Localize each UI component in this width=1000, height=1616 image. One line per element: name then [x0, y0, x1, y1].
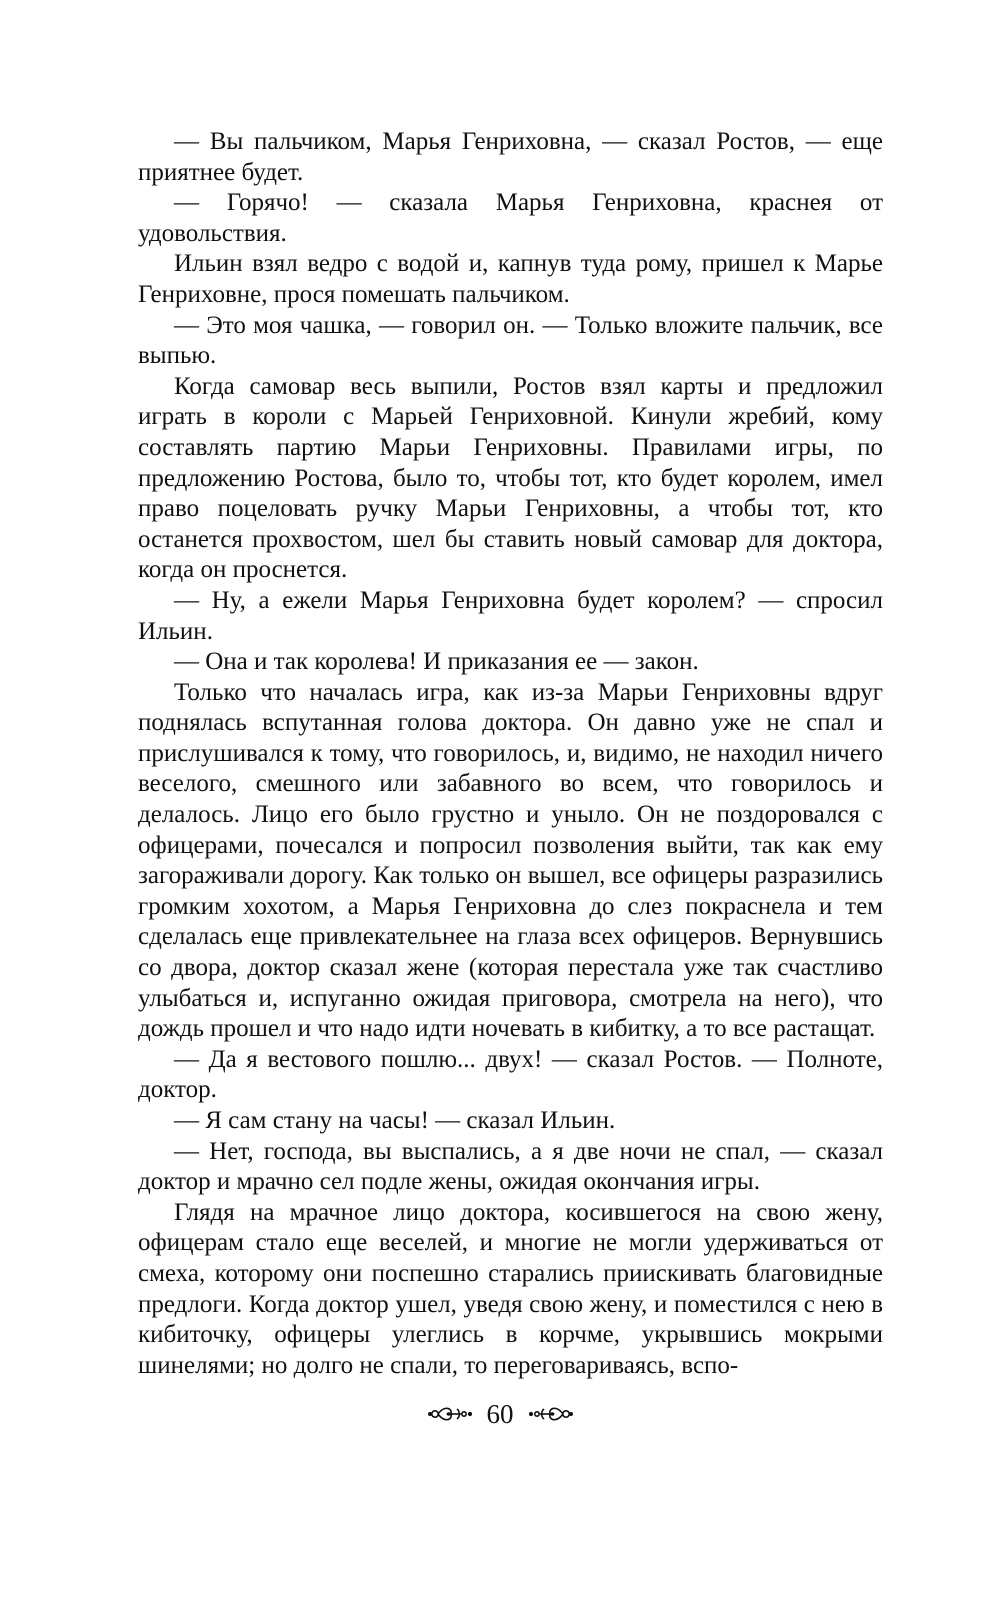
paragraph: — Горячо! — сказала Марья Генриховна, краснея от удовольствия.	[138, 189, 883, 247]
page-footer-folio	[0, 1392, 1000, 1436]
paragraph: — Я сам стану на часы! — сказал Ильин.	[174, 1107, 616, 1134]
paragraph: Только что началась игра, как из-за Марьи Генриховны вдруг поднялась вспутанная голова доктора. Он давно уже не спал и прислушивался к тому, что говорилось, и, видимо, не находил ничего веселого, смешного или забавного во всем, что говорилось и делалось. Лицо его было грустно и уныло. Он не поздоровался с офицерами, почесался и попросил позволения выйти, так как ему загораживали дорогу. Как только он вышел, все офицеры разразились громким хохотом, а Марья Генриховна до слез покраснела и тем сделалась еще привлекательнее на глаза всех офицеров. Вернувшись со двора, доктор сказал жене (которая перестала уже так счастливо улыбаться и, испуганно ожидая приговора, смотрела на него), что дождь прошел и что надо идти ночевать в кибитку, а то все растащат.	[138, 678, 883, 1043]
paragraph: — Вы пальчиком, Марья Генриховна, — сказал Ростов, — еще приятнее будет.	[138, 128, 883, 186]
paragraph: — Ну, а ежели Марья Генриховна будет королем? — спросил Ильин.	[138, 586, 883, 645]
paragraph: — Нет, господа, вы выспались, а я две ночи не спал, — сказал доктор и мрачно сел подле жены, ожидая окончания игры.	[138, 1137, 883, 1196]
paragraph: Когда самовар весь выпили, Ростов взял карты и предложил играть в короли с Марьей Генриховной. Кинули жребий, кому составлять партию Марьи Генриховны. Правилами игры, по предложению Ростова, было то, чтобы тот, кто будет королем, имел право поцеловать ручку Марьи Генриховны, а чтобы тот, кто останется прохвостом, шел бы ставить новый самовар для доктора, когда он проснется.	[138, 372, 883, 584]
paragraph: — Это моя чашка, — говорил он. — Только вложите пальчик, все выпью.	[138, 311, 883, 370]
paragraph: — Да я вестового пошлю... двух! — сказал Ростов. — Полноте, доктор.	[138, 1045, 883, 1104]
paragraph: Ильин взял ведро с водой и, капнув туда рому, пришел к Марье Генриховне, прося помешать пальчиком.	[138, 250, 883, 308]
fleuron-left-icon	[427, 1403, 473, 1425]
fleuron-right-icon	[528, 1403, 574, 1425]
paragraph: Глядя на мрачное лицо доктора, косившегося на свою жену, офицерам стало еще веселей, и многие не могли удерживаться от смеха, которому они поспешно старались приискивать благовидные предлоги. Когда доктор ушел, уведя свою жену, и поместился с нею в кибиточку, офицеры улеглись в корчме, укрывшись мокрыми шинелями; но долго не спали, то переговариваясь, вспо-	[138, 1198, 883, 1379]
page-body-text	[138, 127, 883, 1381]
page-number: 60	[486, 1398, 514, 1429]
paragraph: — Она и так королева! И приказания ее — закон.	[174, 648, 699, 676]
